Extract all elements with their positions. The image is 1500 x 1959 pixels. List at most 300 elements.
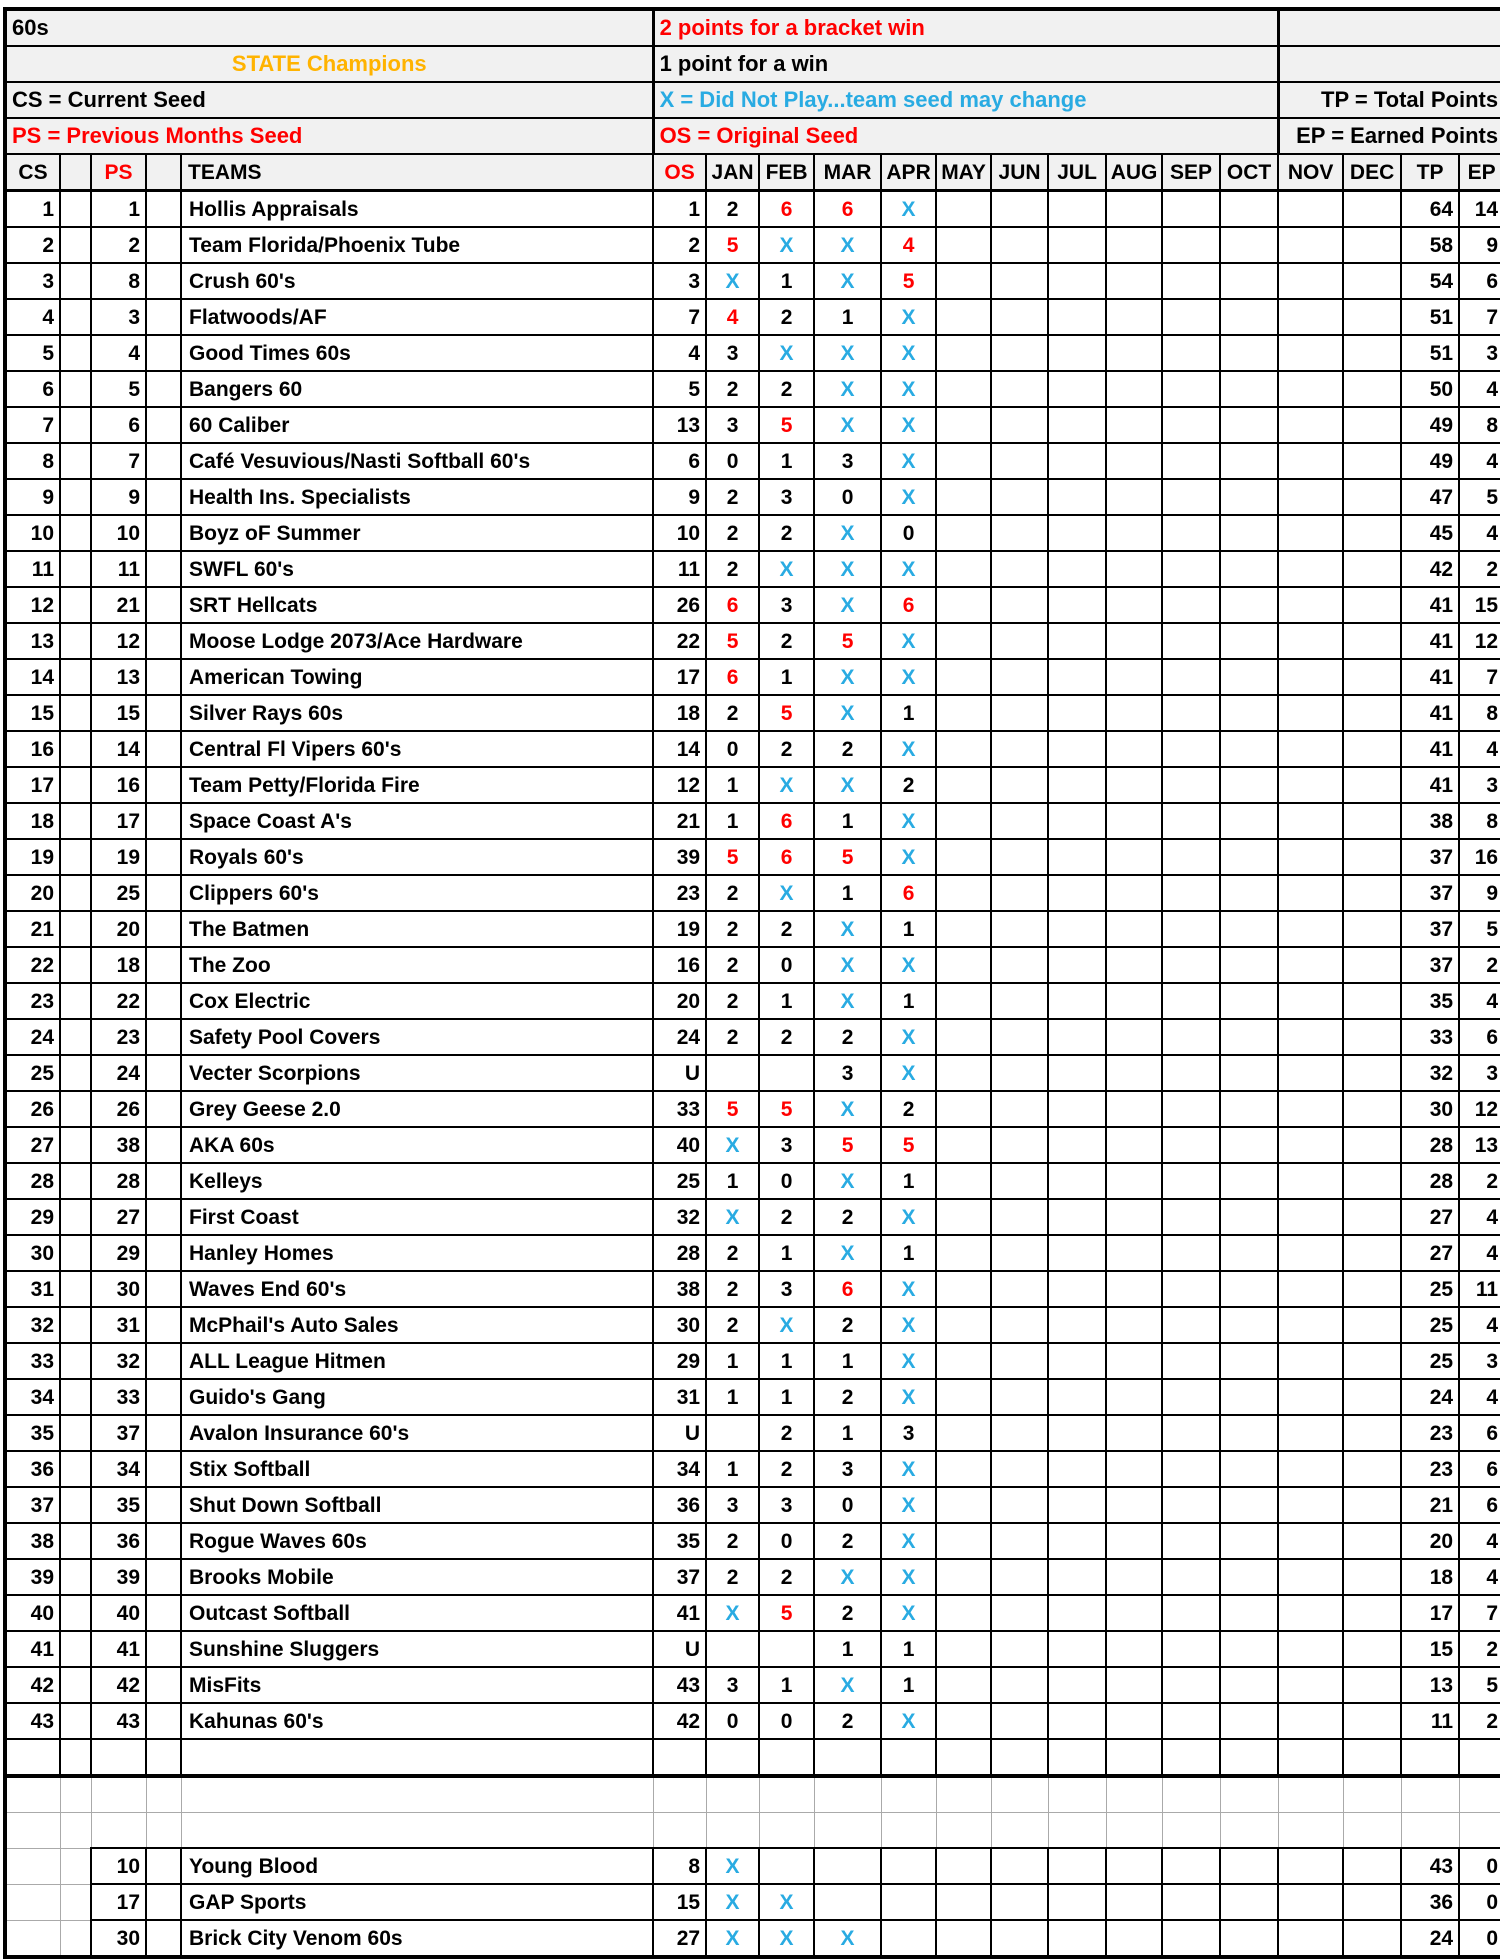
month-cell <box>991 299 1048 335</box>
cs-cell: 17 <box>5 767 60 803</box>
month-cell: 2 <box>759 911 814 947</box>
cs-cell: 24 <box>5 1019 60 1055</box>
tp-cell: 36 <box>1401 1884 1459 1920</box>
month-cell <box>1162 335 1220 371</box>
month-cell <box>1278 875 1343 911</box>
month-cell <box>936 479 991 515</box>
month-cell <box>991 443 1048 479</box>
os-cell: U <box>653 1631 706 1667</box>
month-cell <box>991 767 1048 803</box>
team-row <box>5 1163 1500 1199</box>
month-cell <box>1162 659 1220 695</box>
month-cell <box>991 479 1048 515</box>
month-cell: 0 <box>706 443 759 479</box>
team-row <box>5 1019 1500 1055</box>
month-cell <box>1220 551 1278 587</box>
ps-cell: 8 <box>91 263 146 299</box>
team-name: Space Coast A's <box>181 803 653 839</box>
month-cell: X <box>881 335 936 371</box>
month-cell <box>1278 479 1343 515</box>
month-cell <box>1106 803 1162 839</box>
month-cell <box>1278 1415 1343 1451</box>
tp-cell: 41 <box>1401 731 1459 767</box>
month-cell <box>1343 767 1401 803</box>
spacer-cell <box>146 1271 181 1307</box>
month-cell: 1 <box>759 983 814 1019</box>
empty-cell <box>706 1813 759 1849</box>
month-cell: X <box>814 1667 881 1703</box>
ps-cell: 28 <box>91 1163 146 1199</box>
month-cell <box>1106 947 1162 983</box>
ep-cell: 6 <box>1459 1487 1500 1523</box>
empty-cell <box>146 1813 181 1849</box>
team-name: Good Times 60s <box>181 335 653 371</box>
month-cell <box>1278 1343 1343 1379</box>
os-cell: 23 <box>653 875 706 911</box>
month-cell: X <box>881 1307 936 1343</box>
tp-cell: 25 <box>1401 1343 1459 1379</box>
month-cell <box>1106 875 1162 911</box>
month-cell <box>1048 1163 1106 1199</box>
os-cell: 27 <box>653 1920 706 1957</box>
month-cell <box>1220 803 1278 839</box>
month-cell <box>1106 263 1162 299</box>
month-cell: 2 <box>706 479 759 515</box>
spacer-cell <box>146 371 181 407</box>
month-cell <box>1278 1055 1343 1091</box>
month-cell <box>1106 1415 1162 1451</box>
spacer-cell <box>60 659 91 695</box>
month-cell: 1 <box>706 803 759 839</box>
month-cell <box>936 1163 991 1199</box>
spacer-cell <box>146 335 181 371</box>
ep-cell: 9 <box>1459 875 1500 911</box>
month-cell: X <box>706 263 759 299</box>
ps-cell: 29 <box>91 1235 146 1271</box>
month-cell <box>814 1884 881 1920</box>
month-cell: 5 <box>706 1091 759 1127</box>
month-cell: 3 <box>759 479 814 515</box>
month-cell: 1 <box>814 875 881 911</box>
team-name: Central Fl Vipers 60's <box>181 731 653 767</box>
ps-cell: 22 <box>91 983 146 1019</box>
os-cell: 22 <box>653 623 706 659</box>
month-cell <box>1162 1595 1220 1631</box>
month-cell <box>936 803 991 839</box>
month-cell <box>1162 1848 1220 1884</box>
month-cell <box>936 1667 991 1703</box>
month-cell <box>936 767 991 803</box>
team-row <box>5 227 1500 263</box>
team-name: Hanley Homes <box>181 1235 653 1271</box>
month-cell <box>936 407 991 443</box>
ep-cell: 7 <box>1459 299 1500 335</box>
team-name: Hollis Appraisals <box>181 191 653 228</box>
column-header-apr: APR <box>881 154 936 191</box>
month-cell <box>1162 947 1220 983</box>
month-cell <box>1343 587 1401 623</box>
month-cell: 1 <box>759 659 814 695</box>
month-cell <box>1106 1307 1162 1343</box>
team-name: 60 Caliber <box>181 407 653 443</box>
month-cell: 0 <box>814 1487 881 1523</box>
team-row <box>5 263 1500 299</box>
team-row <box>5 1920 1500 1957</box>
spacer-cell <box>146 1415 181 1451</box>
month-cell <box>1343 1019 1401 1055</box>
month-cell <box>1343 1703 1401 1739</box>
cs-cell: 26 <box>5 1091 60 1127</box>
empty-cell <box>1220 1813 1278 1849</box>
month-cell <box>1278 731 1343 767</box>
ps-cell: 40 <box>91 1595 146 1631</box>
month-cell <box>991 191 1048 228</box>
spacer-cell <box>60 1055 91 1091</box>
month-cell <box>1278 803 1343 839</box>
os-cell: 40 <box>653 1127 706 1163</box>
ep-cell: 13 <box>1459 1127 1500 1163</box>
month-cell <box>1162 1271 1220 1307</box>
team-row <box>5 947 1500 983</box>
os-cell: 26 <box>653 587 706 623</box>
team-row <box>5 875 1500 911</box>
month-cell <box>1343 875 1401 911</box>
empty-cell <box>991 1739 1048 1776</box>
cs-cell: 34 <box>5 1379 60 1415</box>
empty-cell <box>5 1813 60 1849</box>
month-cell <box>1106 1667 1162 1703</box>
team-row <box>5 983 1500 1019</box>
os-cell: 16 <box>653 947 706 983</box>
os-cell: U <box>653 1415 706 1451</box>
month-cell <box>1343 623 1401 659</box>
ep-cell: 2 <box>1459 1703 1500 1739</box>
month-cell: 6 <box>706 659 759 695</box>
spacer-cell <box>146 1523 181 1559</box>
month-cell: X <box>881 479 936 515</box>
month-cell <box>1220 1703 1278 1739</box>
month-cell: X <box>881 1595 936 1631</box>
month-cell: X <box>814 767 881 803</box>
empty-cell <box>1106 1813 1162 1849</box>
cs-cell: 18 <box>5 803 60 839</box>
month-cell <box>991 1343 1048 1379</box>
team-name: Safety Pool Covers <box>181 1019 653 1055</box>
month-cell <box>706 1415 759 1451</box>
month-cell <box>1162 587 1220 623</box>
month-cell <box>1220 407 1278 443</box>
spacer-cell <box>146 263 181 299</box>
month-cell <box>1106 1559 1162 1595</box>
ps-cell: 7 <box>91 443 146 479</box>
month-cell <box>936 659 991 695</box>
cs-cell: 19 <box>5 839 60 875</box>
month-cell <box>936 1451 991 1487</box>
tp-cell: 41 <box>1401 767 1459 803</box>
ep-cell: 5 <box>1459 1667 1500 1703</box>
month-cell <box>1048 1631 1106 1667</box>
month-cell <box>1278 1703 1343 1739</box>
column-header-feb: FEB <box>759 154 814 191</box>
spacer-cell <box>60 1667 91 1703</box>
spacer-cell <box>60 1019 91 1055</box>
ps-cell: 19 <box>91 839 146 875</box>
empty-cell <box>814 1739 881 1776</box>
empty-cell <box>1048 1813 1106 1849</box>
spacer-cell <box>60 191 91 228</box>
spacer-cell <box>146 191 181 228</box>
team-name: Brooks Mobile <box>181 1559 653 1595</box>
month-cell <box>1343 551 1401 587</box>
team-row <box>5 299 1500 335</box>
team-row <box>5 1379 1500 1415</box>
month-cell <box>1162 1055 1220 1091</box>
month-cell <box>1343 1559 1401 1595</box>
ep-cell: 4 <box>1459 1523 1500 1559</box>
spacer-cell <box>146 1595 181 1631</box>
column-header-tp: TP <box>1401 154 1459 191</box>
spacer-cell <box>60 1703 91 1739</box>
team-name: Moose Lodge 2073/Ace Hardware <box>181 623 653 659</box>
month-cell <box>991 1163 1048 1199</box>
month-cell <box>1048 1667 1106 1703</box>
month-cell <box>1162 515 1220 551</box>
month-cell <box>1278 839 1343 875</box>
month-cell <box>936 1559 991 1595</box>
month-cell <box>991 695 1048 731</box>
ps-cell: 23 <box>91 1019 146 1055</box>
month-cell: 6 <box>881 587 936 623</box>
month-cell: 1 <box>706 1163 759 1199</box>
team-row <box>5 551 1500 587</box>
team-row <box>5 191 1500 228</box>
team-name: ALL League Hitmen <box>181 1343 653 1379</box>
empty-cell <box>1220 1776 1278 1813</box>
month-cell <box>1278 659 1343 695</box>
spacer-cell <box>60 479 91 515</box>
ps-cell: 30 <box>91 1271 146 1307</box>
month-cell <box>1106 1235 1162 1271</box>
month-cell <box>936 731 991 767</box>
month-cell <box>1106 1487 1162 1523</box>
spacer-cell <box>60 1595 91 1631</box>
tp-cell: 43 <box>1401 1848 1459 1884</box>
month-cell: 1 <box>881 1667 936 1703</box>
month-cell: 1 <box>759 1667 814 1703</box>
empty-cell <box>653 1739 706 1776</box>
spacer-cell <box>146 1920 181 1957</box>
month-cell <box>1343 443 1401 479</box>
team-row <box>5 695 1500 731</box>
spacer-cell <box>60 1271 91 1307</box>
month-cell <box>1220 1920 1278 1957</box>
month-cell <box>1220 731 1278 767</box>
tp-cell: 49 <box>1401 407 1459 443</box>
month-cell: X <box>881 191 936 228</box>
month-cell <box>1162 1091 1220 1127</box>
cs-cell <box>5 1848 60 1884</box>
ps-cell: 30 <box>91 1920 146 1957</box>
spacer-cell <box>60 1163 91 1199</box>
month-cell <box>1106 1271 1162 1307</box>
month-cell <box>1278 1271 1343 1307</box>
month-cell <box>936 1523 991 1559</box>
month-cell: 0 <box>706 1703 759 1739</box>
month-cell: X <box>759 551 814 587</box>
month-cell <box>1048 1920 1106 1957</box>
month-cell <box>1220 1343 1278 1379</box>
spacer-cell <box>60 1451 91 1487</box>
os-cell: 38 <box>653 1271 706 1307</box>
column-header-sep: SEP <box>1162 154 1220 191</box>
spacer-cell <box>60 839 91 875</box>
ep-cell: 4 <box>1459 983 1500 1019</box>
os-cell: 36 <box>653 1487 706 1523</box>
standings-body <box>5 191 1500 1958</box>
month-cell <box>1343 659 1401 695</box>
month-cell <box>1220 1523 1278 1559</box>
month-cell: 3 <box>759 1487 814 1523</box>
os-cell: 1 <box>653 191 706 228</box>
cs-cell: 9 <box>5 479 60 515</box>
month-cell: 5 <box>881 1127 936 1163</box>
spacer-cell <box>60 227 91 263</box>
os-cell: 37 <box>653 1559 706 1595</box>
spacer-cell <box>146 515 181 551</box>
ps-cell: 37 <box>91 1415 146 1451</box>
spacer-cell <box>146 1091 181 1127</box>
team-name: Flatwoods/AF <box>181 299 653 335</box>
empty-cell <box>1401 1739 1459 1776</box>
spacer-cell <box>146 1631 181 1667</box>
month-cell <box>1278 1667 1343 1703</box>
ps-cell: 32 <box>91 1343 146 1379</box>
team-row <box>5 371 1500 407</box>
month-cell <box>1048 299 1106 335</box>
month-cell <box>1220 479 1278 515</box>
month-cell <box>1278 911 1343 947</box>
team-row <box>5 1523 1500 1559</box>
empty-cell <box>181 1776 653 1813</box>
month-cell <box>1278 1559 1343 1595</box>
month-cell: 2 <box>706 875 759 911</box>
month-cell: 5 <box>759 1595 814 1631</box>
ep-cell: 6 <box>1459 1019 1500 1055</box>
month-cell: 2 <box>706 1019 759 1055</box>
month-cell <box>936 695 991 731</box>
os-cell: 31 <box>653 1379 706 1415</box>
cs-cell: 14 <box>5 659 60 695</box>
ps-cell: 24 <box>91 1055 146 1091</box>
month-cell: 0 <box>759 1523 814 1559</box>
cs-cell: 13 <box>5 623 60 659</box>
month-cell: X <box>881 371 936 407</box>
column-header-oct: OCT <box>1220 154 1278 191</box>
month-cell <box>1343 1523 1401 1559</box>
os-cell: 28 <box>653 1235 706 1271</box>
month-cell: 2 <box>706 371 759 407</box>
month-cell: 2 <box>706 191 759 228</box>
cs-cell: 2 <box>5 227 60 263</box>
os-cell: 35 <box>653 1523 706 1559</box>
month-cell: X <box>814 1559 881 1595</box>
month-cell <box>1278 191 1343 228</box>
month-cell <box>1162 875 1220 911</box>
month-cell <box>936 911 991 947</box>
month-cell <box>1220 191 1278 228</box>
team-row <box>5 1595 1500 1631</box>
month-cell <box>881 1848 936 1884</box>
os-cell: 8 <box>653 1848 706 1884</box>
legend-earned-points: EP = Earned Points <box>1278 118 1500 154</box>
month-cell: 4 <box>881 227 936 263</box>
month-cell: 1 <box>706 1343 759 1379</box>
month-cell: X <box>814 659 881 695</box>
column-header-row <box>5 154 1500 191</box>
month-cell <box>1278 1884 1343 1920</box>
month-cell <box>1220 1019 1278 1055</box>
ep-cell: 4 <box>1459 731 1500 767</box>
os-cell: 34 <box>653 1451 706 1487</box>
month-cell <box>881 1884 936 1920</box>
ep-cell: 2 <box>1459 1631 1500 1667</box>
month-cell <box>991 407 1048 443</box>
os-cell: 2 <box>653 227 706 263</box>
month-cell <box>1162 1127 1220 1163</box>
month-cell <box>991 1703 1048 1739</box>
cs-cell: 21 <box>5 911 60 947</box>
team-row <box>5 767 1500 803</box>
empty-cell <box>1220 1739 1278 1776</box>
tp-cell: 41 <box>1401 587 1459 623</box>
month-cell <box>936 1848 991 1884</box>
empty-cell <box>991 1776 1048 1813</box>
month-cell <box>936 1199 991 1235</box>
spacer-cell <box>60 335 91 371</box>
team-row <box>5 1451 1500 1487</box>
month-cell: 2 <box>759 731 814 767</box>
month-cell <box>1220 767 1278 803</box>
month-cell <box>1162 767 1220 803</box>
ps-cell: 39 <box>91 1559 146 1595</box>
month-cell <box>1106 1884 1162 1920</box>
month-cell: X <box>706 1920 759 1957</box>
month-cell: 1 <box>881 911 936 947</box>
month-cell <box>991 911 1048 947</box>
month-cell <box>1278 695 1343 731</box>
month-cell <box>1278 587 1343 623</box>
team-name: Young Blood <box>181 1848 653 1884</box>
month-cell: 2 <box>814 1199 881 1235</box>
month-cell <box>759 1848 814 1884</box>
tp-cell: 13 <box>1401 1667 1459 1703</box>
team-row <box>5 479 1500 515</box>
team-name: Vecter Scorpions <box>181 1055 653 1091</box>
ps-cell: 21 <box>91 587 146 623</box>
month-cell <box>1278 1379 1343 1415</box>
month-cell: X <box>706 1848 759 1884</box>
month-cell: 3 <box>706 1667 759 1703</box>
cs-cell: 31 <box>5 1271 60 1307</box>
month-cell <box>1106 299 1162 335</box>
month-cell <box>1162 731 1220 767</box>
month-cell <box>1162 1199 1220 1235</box>
month-cell <box>991 731 1048 767</box>
month-cell: X <box>706 1884 759 1920</box>
tp-cell: 49 <box>1401 443 1459 479</box>
month-cell: 1 <box>759 1379 814 1415</box>
month-cell <box>1278 443 1343 479</box>
